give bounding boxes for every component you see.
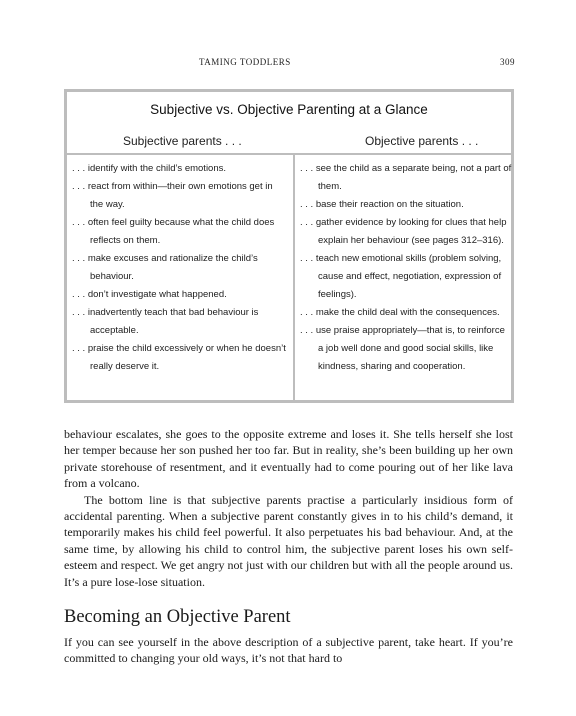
objective-item: . . . make the child deal with the consequences.: [300, 307, 500, 318]
subjective-item: . . . often feel guilty because what the child does reflects on them.: [72, 217, 275, 246]
comparison-box: [64, 89, 514, 403]
comparison-box-title: Subjective vs. Objective Parenting at a Glance: [150, 102, 428, 117]
objective-column-header: Objective parents . . .: [365, 134, 479, 148]
subjective-list: [72, 160, 287, 376]
objective-item: . . . teach new emotional skills (problem solving, cause and effect, negotiation, expression of feelings).: [300, 253, 502, 300]
body-paragraph: The bottom line is that subjective parents practise a particularly insidious form of accidental parenting. When a subjective parent constantly gives in to his child’s demand, it temporarily makes his child feel powerful. It also perpetuates his bad behaviour. And, at the same time, by allowing his child to control him, the subjective parent loses his own self-esteem and respect. We get angry not just with our children but with all the people around us. It’s a pure lose-lose situation.: [64, 492, 513, 589]
objective-item: . . . gather evidence by looking for clues that help explain her behaviour (see pages 312–316).: [300, 217, 507, 246]
body-paragraph: behaviour escalates, she goes to the opposite extreme and loses it. She tells herself she lost her temper because her son pushed her too far. But in reality, she’s been building up her own private storehouse of resentment, and it eventually had to come pouring out of her like lava from a volcano.: [64, 427, 513, 491]
subjective-item: . . . make excuses and rationalize the child’s behaviour.: [72, 253, 258, 282]
header-divider: [67, 153, 511, 155]
section-paragraph: If you can see yourself in the above description of a subjective parent, take heart. If you’re committed to changing your old ways, it’s not that hard to: [64, 635, 513, 666]
objective-item: . . . base their reaction on the situation.: [300, 199, 464, 210]
subjective-item: . . . praise the child excessively or when he doesn’t really deserve it.: [72, 343, 286, 372]
subjective-item: . . . don’t investigate what happened.: [72, 289, 227, 300]
subjective-item: . . . react from within—their own emotions get in the way.: [72, 181, 273, 210]
section-heading: Becoming an Objective Parent: [64, 607, 291, 627]
body-text: [64, 426, 513, 590]
subjective-column-header: Subjective parents . . .: [123, 134, 242, 148]
column-divider: [293, 153, 295, 403]
running-head: [0, 57, 576, 73]
subjective-item: . . . identify with the child’s emotions.: [72, 163, 227, 174]
page-number: 309: [500, 57, 515, 67]
objective-list: [300, 160, 512, 376]
running-head-title: TAMING TODDLERS: [199, 57, 291, 67]
objective-item: . . . see the child as a separate being, not a part of them.: [300, 163, 512, 192]
subjective-item: . . . inadvertently teach that bad behaviour is acceptable.: [72, 307, 259, 336]
objective-item: . . . use praise appropriately—that is, to reinforce a job well done and good social skills, like kindness, sharing and cooperation.: [300, 325, 505, 372]
